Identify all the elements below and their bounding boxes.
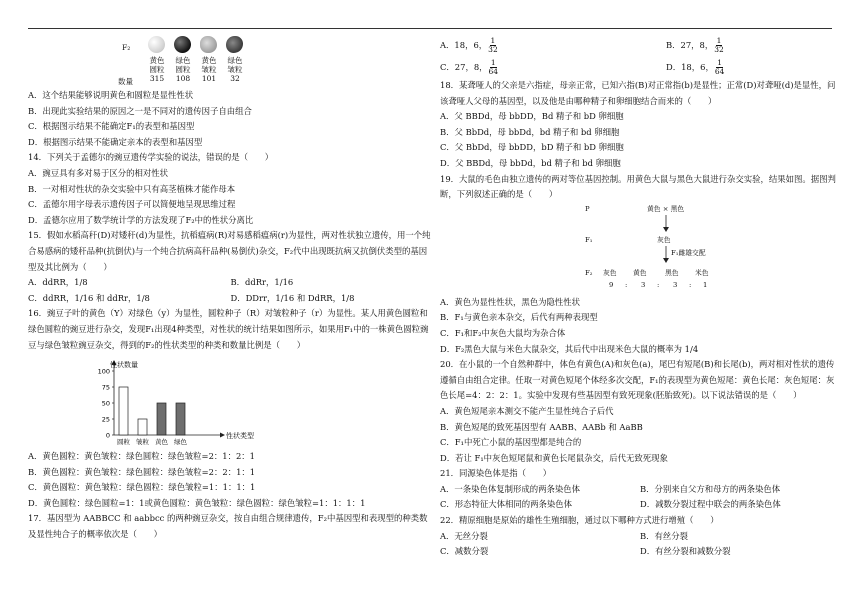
- q16-option-a: A．黄色圆粒：黄色皱粒：绿色圆粒：绿色皱粒=2：1：2：1: [28, 451, 256, 462]
- q22-option-c: C．减数分裂: [440, 546, 489, 557]
- fraction-denominator: 64: [488, 67, 499, 76]
- bar: [138, 419, 147, 435]
- trait-bar-chart-svg: [90, 355, 265, 449]
- q21-option-d: D．减数分裂过程中联会的两条染色体: [640, 499, 781, 510]
- y-tick-label: 100: [97, 367, 110, 376]
- q21-options-row2: [440, 497, 840, 513]
- q13-option-b: B．出现此实验结果的原因之一是不同对的遗传因子自由组合: [28, 105, 252, 116]
- pea-col-line2: 圆粒: [149, 65, 165, 74]
- pea-green-wrinkled-image: [226, 36, 243, 53]
- q18-option-d: D．父 BBDd，母 bbDd，bd 精子和 bd 卵细胞: [440, 157, 621, 168]
- q15-option-a: A．ddRR，1/8: [28, 277, 88, 288]
- x-tick-label: 绿色: [174, 438, 187, 447]
- pea-green-round-image: [174, 36, 191, 53]
- pea-col-green-wrinkled: [220, 56, 250, 83]
- x-tick-label: 黄色: [155, 438, 168, 447]
- q19-option-b: B．F₁与黄色亲本杂交，后代有两种表现型: [440, 312, 598, 323]
- q22-options-row1: [440, 529, 840, 545]
- fraction-denominator: 64: [714, 67, 725, 76]
- q20-option-a: A．黄色短尾亲本测交不能产生显性纯合子后代: [440, 405, 614, 416]
- q13-option-a: A．这个结果能够说明黄色和圆粒是显性性状: [28, 90, 194, 100]
- fraction-numerator: 1: [716, 35, 722, 45]
- q20-option-b: B．黄色短尾的致死基因型有 AABB、AABb 和 AaBB: [440, 421, 643, 432]
- q19-option-c: C．F₁和F₂中灰色大鼠均为杂合体: [440, 327, 566, 338]
- q20-stem: 20．在小鼠的一个自然种群中，体色有黄色(A)和灰色(a)，尾巴有短尾(B)和长尾(b)，两对相对性状的遗传遵循自由组合定律。任取一对黄色短尾个体经多次交配，F₁的表现型为黄色短尾：黄色长尾：灰色短尾：灰色长尾=4：2：2：1。实验中发现有些基因型有致死现象(胚胎致死)。以下说法错误的是（ ）: [440, 359, 835, 401]
- cross-ratio-value: 1: [703, 280, 708, 289]
- x-axis-label: 性状类型: [226, 432, 254, 441]
- rat-cross-diagram: [585, 203, 735, 295]
- pea-col-count: 32: [230, 74, 240, 83]
- q16-option-c: C．黄色圆粒：黄色皱粒：绿色圆粒：绿色皱粒=1：1：1：1: [28, 482, 256, 493]
- pea-col-count: 108: [175, 74, 191, 83]
- pea-col-line1: 绿色: [227, 56, 243, 65]
- q17-option-d-text: D．18，6，: [666, 62, 714, 72]
- pea-col-line2: 皱粒: [227, 65, 243, 74]
- q22-option-d: D．有丝分裂和减数分裂: [640, 546, 731, 557]
- q21-option-a: A．一条染色体复制形成的两条染色体: [440, 483, 581, 494]
- cross-f1-value: 灰色: [657, 235, 671, 244]
- q15-stem: 15．假如水稻高秆(D)对矮秆(d)为显性，抗稻瘟病(R)对易感稻瘟病(r)为显性，两对性状独立遗传，用一个纯合易感病的矮秆品种(抗倒伏)与一个纯合抗病高秆品种(易倒伏)杂交，F₂代中出现既抗病又抗倒伏类型的基因型及其比例为（ ）: [28, 230, 431, 272]
- q14-option-d: D．孟德尔应用了数学统计学的方法发现了F₂中的性状分离比: [28, 214, 254, 225]
- fraction-numerator: 1: [717, 57, 722, 67]
- q18-stem: 18．某聋哑人的父亲是六指症，母亲正常，已知六指(B)对正常指(b)是显性；正常(D)对聋哑(d)是显性，问该聋哑人父母的基因型，以及他是由哪种精子和卵细胞结合而来的（ ）: [440, 80, 836, 106]
- q17-option-d-fraction: [715, 59, 725, 77]
- right-column: [440, 34, 840, 560]
- left-column: [28, 34, 433, 543]
- q17-option-b-text: B．27，8，: [666, 40, 714, 50]
- page-top-rule: [28, 28, 832, 29]
- cross-f2-type: 灰色: [603, 268, 617, 277]
- pea-col-line1: 黄色: [149, 56, 165, 65]
- q14-option-b: B．一对相对性状的杂交实验中只有高茎植株才能作母本: [28, 183, 236, 194]
- cross-p-parents: 黄色 × 黑色: [647, 204, 685, 213]
- q17-option-b-fraction: [714, 37, 724, 55]
- q15-option-d: D．DDrr，1/16 和 DdRR，1/8: [230, 292, 355, 303]
- pea-col-line1: 绿色: [175, 56, 191, 65]
- q13-option-d: D．根据图示结果不能确定亲本的表型和基因型: [28, 136, 203, 147]
- q14-option-c: C．孟德尔用字母表示遗传因子可以简便地呈现思维过程: [28, 199, 236, 210]
- q17-option-a-fraction: [488, 37, 498, 55]
- x-tick-label: 皱粒: [136, 438, 149, 447]
- pea-col-line2: 皱粒: [201, 65, 217, 74]
- bar: [119, 387, 128, 435]
- bar: [157, 403, 166, 435]
- q17-option-d: [640, 56, 840, 78]
- arrow-down-icon: [661, 246, 671, 264]
- q17-options-row1: [440, 34, 840, 56]
- q22-options-row2: [440, 544, 840, 560]
- q17-option-c-text: C．27，8，: [440, 62, 488, 72]
- q19-option-d: D．F₂黑色大鼠与米色大鼠杂交，其后代中出现米色大鼠的概率为 1/4: [440, 343, 699, 354]
- q16-option-d: D．黄色圆粒：绿色圆粒=1：1或黄色圆粒：黄色皱粒：绿色圆粒：绿色皱粒=1：1：1：1: [28, 497, 366, 508]
- trait-bar-chart: [90, 355, 265, 449]
- pea-generation-label: F₂: [122, 43, 131, 52]
- cross-f2-type: 黑色: [665, 268, 679, 277]
- q19-stem: 19．大鼠的毛色由独立遗传的两对等位基因控制。用黄色大鼠与黑色大鼠进行杂交实验，结果如图。据图判断，下列叙述正确的是（ ）: [440, 173, 836, 200]
- cross-ratio-sep: :: [657, 280, 660, 289]
- q20-option-d: D．若让 F₁中灰色短尾鼠和黄色长尾鼠杂交，后代无致死现象: [440, 452, 668, 463]
- y-tick-label: 0: [105, 431, 110, 440]
- cross-ratio-sep: :: [625, 280, 628, 289]
- pea-col-count: 315: [149, 74, 165, 83]
- q19-option-a: A．黄色为显性性状，黑色为隐性性状: [440, 296, 581, 307]
- q18-option-a: A．父 BBDd，母 bbDD，Bd 精子和 bD 卵细胞: [440, 111, 624, 122]
- y-tick-label: 75: [101, 383, 110, 392]
- q15-option-b: B．ddRr，1/16: [230, 277, 294, 288]
- q18-option-c: C．父 BbDd，母 bbDD，bD 精子和 bD 卵细胞: [440, 142, 624, 153]
- q18-option-b: B．父 BbDd，母 bbDd，bd 精子和 bd 卵细胞: [440, 126, 620, 137]
- q15-options-row2: [28, 291, 433, 307]
- cross-f1-label: F₁: [585, 235, 593, 244]
- cross-f2-type: 米色: [695, 268, 709, 277]
- bar: [176, 403, 185, 435]
- q22-stem: 22．精原细胞是原始的雄性生殖细胞，通过以下哪种方式进行增殖（ ）: [440, 515, 719, 526]
- cross-ratio-value: 3: [641, 280, 646, 289]
- arrow-down-icon: [661, 215, 671, 233]
- q17-option-a: [440, 34, 640, 56]
- q17-option-b: [640, 34, 840, 56]
- pea-count-label: 数量: [118, 77, 133, 86]
- cross-f2-type: 黄色: [633, 268, 647, 277]
- q17-option-c-fraction: [489, 59, 499, 77]
- q22-option-b: B．有丝分裂: [640, 530, 689, 541]
- pea-yellow-wrinkled-image: [200, 36, 217, 53]
- q22-option-a: A．无丝分裂: [440, 530, 488, 541]
- q14-stem: 14．下列关于孟德尔的豌豆遗传学实验的说法，错误的是（ ）: [28, 152, 274, 163]
- q13-option-c: C．根据图示结果不能确定F₁的表型和基因型: [28, 121, 195, 132]
- y-tick-label: 25: [101, 415, 110, 424]
- q17-stem: 17．基因型为 AABBCC 和 aabbcc 的两种豌豆杂交，按自由组合规律遗传，F₂中基因型和表现型的种类数及显性纯合子的概率依次是（ ）: [28, 513, 428, 540]
- q21-options-row1: [440, 482, 840, 498]
- pea-figure: [116, 36, 433, 88]
- q17-options-row2: [440, 56, 840, 78]
- x-tick-label: 圆粒: [117, 438, 130, 447]
- q16-stem: 16．豌豆子叶的黄色（Y）对绿色（y）为显性，圆粒种子（R）对皱粒种子（r）为显性。某人用黄色圆粒和绿色圆粒的豌豆进行杂交，发现F₁出现4种类型，对性状的统计结果如图所示，如果用F₁中的一株黄色圆粒豌豆与绿色皱粒豌豆杂交，得到的F₂的性状类型的种类和数量比例是（ ）: [28, 308, 429, 350]
- y-tick-label: 50: [101, 399, 110, 408]
- q15-options-row1: [28, 275, 433, 291]
- q17-option-c: [440, 56, 640, 78]
- pea-col-line1: 黄色: [201, 56, 217, 65]
- q21-option-b: B．分别来自父方和母方的两条染色体: [640, 483, 781, 494]
- cross-ratio-sep: :: [689, 280, 692, 289]
- cross-f1-note: F₁雌雄交配: [671, 248, 706, 257]
- fraction-numerator: 1: [490, 35, 496, 45]
- fraction-denominator: 32: [488, 45, 498, 54]
- q14-option-a: A．豌豆具有多对易于区分的相对性状: [28, 167, 169, 178]
- q20-option-c: C．F₁中死亡小鼠的基因型都是纯合的: [440, 437, 582, 448]
- fraction-denominator: 32: [714, 45, 724, 54]
- fraction-numerator: 1: [490, 57, 496, 67]
- q17-option-a-text: A．18，6，: [440, 40, 488, 50]
- cross-p-label: P: [585, 204, 590, 213]
- cross-ratio-value: 9: [609, 280, 614, 289]
- pea-yellow-round-image: [148, 36, 165, 53]
- q21-option-c: C．形态特征大体相同的两条染色体: [440, 499, 573, 510]
- q16-option-b: B．黄色圆粒：黄色皱粒：绿色圆粒：绿色皱粒=2：2：1：1: [28, 466, 256, 477]
- pea-col-line2: 圆粒: [175, 65, 191, 74]
- pea-col-count: 101: [201, 74, 217, 83]
- cross-ratio-value: 3: [673, 280, 678, 289]
- x-axis-arrow: [220, 433, 225, 438]
- cross-f2-label: F₂: [585, 268, 593, 277]
- q21-stem: 21．同源染色体是指（ ）: [440, 468, 552, 479]
- y-axis-label: 性状数量: [110, 361, 138, 370]
- q15-option-c: C．ddRR，1/16 和 ddRr，1/8: [28, 292, 150, 303]
